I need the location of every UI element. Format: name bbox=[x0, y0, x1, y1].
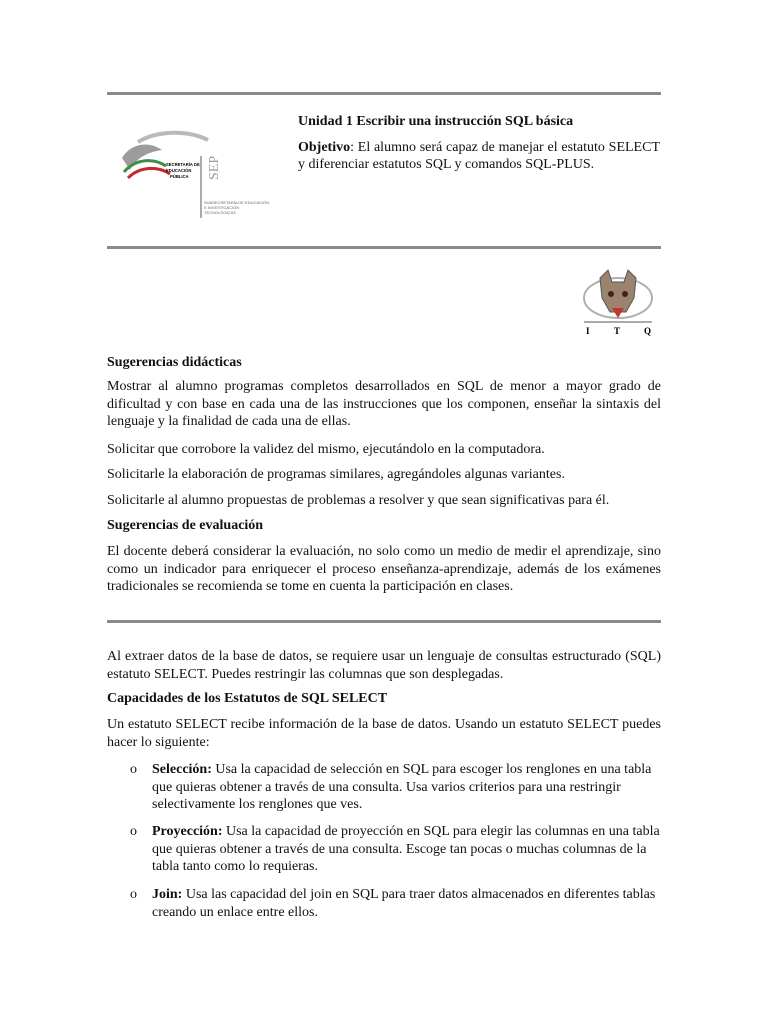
evaluacion-paragraph: El docente deberá considerar la evaluación, no solo como un medio de medir el aprendizaje, sino como un indicador para enriquecer el proceso enseñanza-aprendizaje, además de los exámenes tradicionales se recomienda se tome en cuenta la participación en clases. bbox=[107, 544, 661, 594]
select-intro-paragraph: Al extraer datos de la base de datos, se requiere usar un lenguaje de consultas estructurado (SQL) estatuto SELECT. Puedes restringir las columnas que son desplegadas. bbox=[107, 649, 661, 682]
objective-text: : El alumno será capaz de manejar el estatuto SELECT y diferenciar estatutos SQL y comandos SQL-PLUS. bbox=[298, 140, 660, 172]
sep-logo bbox=[118, 128, 280, 220]
objective-paragraph bbox=[298, 140, 660, 173]
header-bottom-rule bbox=[107, 246, 661, 249]
didacticas-paragraph-1: Mostrar al alumno programas completos desarrollados en SQL de menor a mayor grado de dificultad y con base en cada una de las instrucciones que los componen, enseñar la sintaxis del lenguaje y la finalidad de cada una de ellas. bbox=[107, 379, 661, 429]
heading-sugerencias-didacticas: Sugerencias didácticas bbox=[107, 355, 242, 370]
sep-logo-sub-3: TECNOLÓGICAS bbox=[204, 210, 236, 215]
heading-capacidades-select: Capacidades de los Estatutos de SQL SELECT bbox=[107, 691, 388, 706]
bullet-marker: o bbox=[130, 887, 137, 902]
sep-logo-mark: SEP bbox=[207, 155, 222, 180]
list-item-text: Usa las capacidad del join en SQL para traer datos almacenados en diferentes tablas creando un enlace entre ellos. bbox=[152, 887, 656, 920]
sep-logo-sub-1: SUBSECRETARÍA DE EDUCACIÓN bbox=[204, 200, 270, 205]
itq-logo-letter-t: T bbox=[614, 326, 621, 336]
list-item-text: Usa la capacidad de proyección en SQL para elegir las columnas en una tabla que quieras obtener a través de una consulta. Escoge tan pocas o muchas columnas de la tabla tanto como lo requieras. bbox=[152, 824, 660, 874]
itq-logo-letter-q: Q bbox=[644, 326, 652, 336]
sep-logo-text-2: EDUCACIÓN bbox=[166, 168, 192, 173]
sep-logo-text-1: SECRETARÍA DE bbox=[166, 162, 200, 167]
section-divider-rule bbox=[107, 620, 661, 623]
list-item-seleccion bbox=[152, 761, 660, 814]
list-item-label: Join: bbox=[152, 887, 183, 902]
didacticas-paragraph-3: Solicitarle la elaboración de programas similares, agregándoles algunas variantes. bbox=[107, 467, 565, 482]
bullet-marker: o bbox=[130, 762, 137, 777]
itq-logo-fox-head bbox=[600, 270, 636, 312]
didacticas-paragraph-4: Solicitarle al alumno propuestas de problemas a resolver y que sean significativas para él. bbox=[107, 493, 610, 508]
sep-logo-eagle-arc bbox=[138, 133, 208, 142]
itq-logo-tongue bbox=[612, 308, 624, 318]
unit-title: Unidad 1 Escribir una instrucción SQL básica bbox=[298, 114, 574, 129]
itq-logo bbox=[578, 268, 658, 340]
list-item-label: Proyección: bbox=[152, 824, 223, 839]
list-item-join bbox=[152, 886, 660, 921]
list-item-label: Selección: bbox=[152, 762, 212, 777]
list-item-text: Usa la capacidad de selección en SQL para escoger los renglones en una tabla que quieras obtener a través de una consulta. Usa varios criterios para una restringir selectivamente los renglones que ves. bbox=[152, 762, 652, 812]
list-item-proyeccion bbox=[152, 823, 660, 876]
heading-sugerencias-evaluacion: Sugerencias de evaluación bbox=[107, 518, 264, 533]
sep-logo-sub-2: E INVESTIGACIÓN bbox=[204, 205, 240, 210]
itq-logo-eye-right bbox=[622, 291, 628, 297]
sep-logo-red-stripe bbox=[128, 168, 170, 178]
itq-logo-eye-left bbox=[608, 291, 614, 297]
objective-label: Objetivo bbox=[298, 140, 351, 155]
didacticas-paragraph-2: Solicitar que corrobore la validez del mismo, ejecutándolo en la computadora. bbox=[107, 442, 545, 457]
bullet-marker: o bbox=[130, 824, 137, 839]
header-top-rule bbox=[107, 92, 661, 95]
itq-logo-letter-i: I bbox=[586, 326, 590, 336]
sep-logo-text-3: PÚBLICA bbox=[170, 174, 189, 179]
select-capabilities-paragraph: Un estatuto SELECT recibe información de la base de datos. Usando un estatuto SELECT puedes hacer lo siguiente: bbox=[107, 717, 661, 750]
